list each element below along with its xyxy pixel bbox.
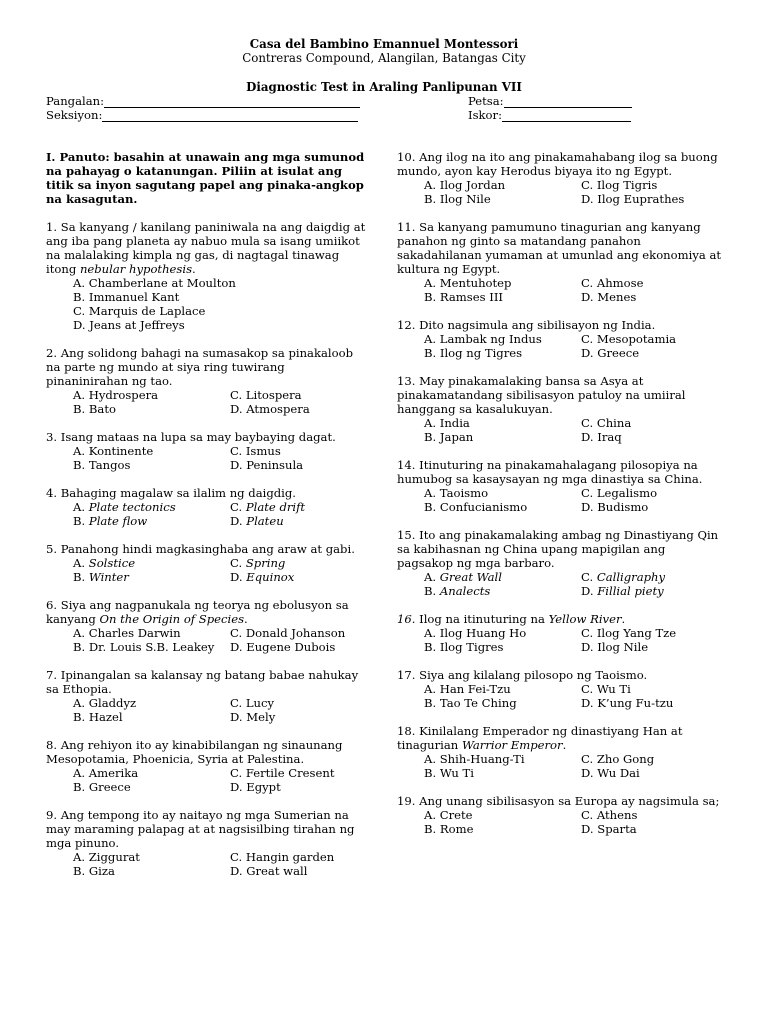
question-number: 12. — [397, 318, 416, 332]
answer-option[interactable]: D. Peninsula — [230, 458, 304, 472]
question-body: Ang rehiyon ito ay kinabibilangan ng sinaunang Mesopotamia, Phoenicia, Syria at Palestina. — [46, 738, 343, 766]
answer-option[interactable]: C. Mesopotamia — [581, 332, 677, 346]
question-emphasis: nebular hypothesis — [79, 262, 193, 276]
option-text: Calligraphy — [596, 570, 666, 584]
question-number: 5. — [46, 542, 58, 556]
answer-option[interactable]: C. Donald Johanson — [230, 626, 346, 640]
school-name: Casa del Bambino Emannuel Montessori — [249, 37, 519, 51]
answer-option[interactable] — [230, 500, 390, 514]
question-item — [397, 374, 722, 444]
answer-options — [397, 570, 722, 598]
option-text: Plate drift — [245, 500, 306, 514]
question-text — [46, 808, 368, 850]
question-item — [397, 668, 722, 710]
question-number: 9. — [46, 808, 58, 822]
question-text — [46, 598, 368, 626]
answer-options — [397, 486, 722, 514]
instructions: I. Panuto: basahin at unawain ang mga sumunod na pahayag o katanungan. Piliin at isulat ang titik sa inyon sagutang papel ang pinaka-angkop na kasagutan. — [46, 150, 365, 206]
answer-options — [46, 850, 368, 878]
question-number: 19. — [397, 794, 416, 808]
answer-option[interactable]: B. Giza — [73, 864, 115, 878]
question-body: Bahaging magalaw sa ilalim ng daigdig. — [60, 486, 296, 500]
question-body: Siya ang nagpanukala ng teorya ng ebolusyon sa kanyang — [46, 598, 349, 626]
answer-options — [397, 626, 722, 654]
score-blank[interactable] — [502, 109, 631, 122]
question-number: 18. — [397, 724, 416, 738]
option-text: Fillial piety — [597, 584, 664, 598]
question-text — [397, 458, 722, 486]
option-letter: C. — [230, 556, 246, 570]
answer-option[interactable]: B. Japan — [424, 430, 474, 444]
answer-options — [397, 808, 722, 836]
answer-options — [397, 178, 722, 206]
option-letter: D. — [230, 570, 247, 584]
answer-option[interactable]: D. Egypt — [230, 780, 281, 794]
answer-option[interactable] — [73, 514, 230, 528]
section-label: Seksiyon: — [46, 108, 103, 122]
answer-option[interactable]: A. Ilog Jordan — [424, 178, 506, 192]
question-emphasis: On the Origin of Species — [99, 612, 245, 626]
answer-option[interactable]: B. Ramses III — [424, 290, 503, 304]
question-text — [46, 486, 368, 500]
answer-option[interactable]: A. Han Fei-Tzu — [424, 682, 511, 696]
question-emphasis: Yellow River — [548, 612, 622, 626]
question-text — [46, 346, 368, 388]
answer-option[interactable]: C. Legalismo — [581, 486, 658, 500]
right-column — [397, 150, 722, 850]
question-body: May pinakamalaking bansa sa Asya at pinakamatandang sibilisasyon patuloy na umiiral hanggang sa kasalukuyan. — [397, 374, 686, 416]
question-body: Dito nagsimula ang sibilisayon ng India. — [419, 318, 656, 332]
option-text: Analects — [439, 584, 491, 598]
question-text — [397, 794, 722, 808]
option-text: Plate tectonics — [88, 500, 176, 514]
answer-option[interactable]: A. Gladdyz — [73, 696, 137, 710]
question-body: Sa kanyang pamumuno tinagurian ang kanyang panahon ng ginto sa matandang panahon sakadahilanan yumaman at umunlad ang ekonomiya at kultura ng Egypt. — [397, 220, 722, 276]
answer-option[interactable]: A. Charles Darwin — [73, 626, 181, 640]
answer-option[interactable]: B. Tangos — [73, 458, 131, 472]
option-text: Solstice — [88, 556, 136, 570]
answer-options — [46, 556, 368, 584]
question-item — [46, 220, 368, 332]
answer-option[interactable] — [73, 570, 230, 584]
question-number: 4. — [46, 486, 58, 500]
question-end: . — [192, 262, 196, 276]
name-label: Pangalan: — [46, 94, 104, 108]
answer-option[interactable]: A. Ziggurat — [73, 850, 140, 864]
answer-option[interactable] — [230, 570, 390, 584]
answer-option[interactable] — [424, 584, 581, 598]
answer-option[interactable]: D. Iraq — [581, 430, 622, 444]
option-text: Winter — [88, 570, 129, 584]
question-number: 8. — [46, 738, 58, 752]
answer-option[interactable]: A. Hydrospera — [73, 388, 159, 402]
answer-option[interactable] — [73, 556, 230, 570]
answer-option[interactable] — [581, 584, 741, 598]
answer-option[interactable]: C. Hangin garden — [230, 850, 335, 864]
question-item — [397, 318, 722, 360]
question-number: 15. — [397, 528, 416, 542]
school-address: Contreras Compound, Alangilan, Batangas City — [242, 51, 526, 65]
answer-option[interactable]: B. Rome — [424, 822, 474, 836]
answer-option[interactable] — [73, 500, 230, 514]
option-text: Plate flow — [88, 514, 148, 528]
answer-option[interactable]: C. Ahmose — [581, 276, 644, 290]
option-letter: B. — [424, 584, 440, 598]
option-letter: C. — [230, 500, 246, 514]
question-text — [397, 724, 722, 752]
option-text: Plateu — [246, 514, 284, 528]
answer-options — [46, 696, 368, 724]
date-field — [468, 94, 632, 108]
answer-option[interactable]: B. Ilog ng Tigres — [424, 346, 523, 360]
question-number: 10. — [397, 150, 416, 164]
answer-option[interactable]: A. Ilog Huang Ho — [424, 626, 527, 640]
question-text — [46, 220, 368, 276]
question-body: Ilog na itinuturing na — [419, 612, 545, 626]
question-item — [397, 220, 722, 304]
question-body: Kinilalang Emperador ng dinastiyang Han at tinagurian — [397, 724, 683, 752]
question-number: 11. — [397, 220, 416, 234]
question-item — [397, 724, 722, 780]
answer-option[interactable]: D. Sparta — [581, 822, 637, 836]
answer-option[interactable]: B. Greece — [73, 780, 131, 794]
answer-option[interactable]: C. Fertile Cresent — [230, 766, 335, 780]
question-number: 2. — [46, 346, 58, 360]
answer-option[interactable]: C. Athens — [581, 808, 638, 822]
answer-option[interactable]: C. Litospera — [230, 388, 302, 402]
answer-option[interactable] — [230, 556, 390, 570]
answer-option[interactable]: C. Lucy — [230, 696, 275, 710]
question-text — [397, 612, 722, 626]
answer-option[interactable] — [424, 570, 581, 584]
answer-option[interactable] — [230, 514, 390, 528]
answer-option[interactable]: D. Jeans at Jeffreys — [73, 318, 185, 332]
answer-option[interactable]: B. Ilog Nile — [424, 192, 491, 206]
question-text — [397, 150, 722, 178]
option-text: Great Wall — [439, 570, 502, 584]
question-text — [397, 220, 722, 276]
answer-option[interactable]: C. China — [581, 416, 632, 430]
answer-option[interactable]: D. Greece — [581, 346, 640, 360]
option-letter: A. — [73, 556, 89, 570]
answer-option[interactable]: D. Wu Dai — [581, 766, 640, 780]
date-label: Petsa: — [468, 94, 504, 108]
question-text — [397, 668, 722, 682]
question-item — [46, 598, 368, 654]
date-blank[interactable] — [504, 95, 632, 108]
option-letter: A. — [73, 500, 89, 514]
answer-option[interactable]: C. Marquis de Laplace — [73, 304, 206, 318]
answer-option[interactable]: D. Eugene Dubois — [230, 640, 336, 654]
question-text — [46, 668, 368, 696]
question-item — [46, 430, 368, 472]
answer-option[interactable] — [581, 570, 741, 584]
question-item — [46, 346, 368, 416]
question-end: . — [244, 612, 248, 626]
question-item — [397, 612, 722, 654]
question-item — [46, 542, 368, 584]
answer-option[interactable]: C. Zho Gong — [581, 752, 655, 766]
answer-options — [397, 276, 722, 304]
answer-option[interactable]: A. Taoismo — [424, 486, 489, 500]
question-end: . — [562, 738, 567, 752]
question-number: 17. — [397, 668, 416, 682]
question-number: 1. — [46, 220, 58, 234]
answer-option[interactable]: A. Lambak ng Indus — [424, 332, 542, 346]
answer-option[interactable]: D. Menes — [581, 290, 637, 304]
question-number: 3. — [46, 430, 58, 444]
question-number: 14. — [397, 458, 416, 472]
answer-option[interactable]: A. India — [424, 416, 470, 430]
question-text — [46, 430, 368, 444]
option-letter: B. — [73, 514, 89, 528]
question-body: Ipinangalan sa kalansay ng batang babae nahukay sa Ethopia. — [46, 668, 359, 696]
answer-options — [397, 332, 722, 360]
question-text — [46, 738, 368, 766]
option-text: Equinox — [246, 570, 295, 584]
answer-option[interactable]: B. Tao Te Ching — [424, 696, 517, 710]
answer-options — [397, 752, 722, 780]
answer-option[interactable]: D. K’ung Fu-tzu — [581, 696, 674, 710]
answer-option[interactable]: B. Ilog Tigres — [424, 640, 504, 654]
question-text — [397, 528, 722, 570]
option-letter: A. — [424, 570, 440, 584]
option-letter: D. — [230, 514, 247, 528]
question-body: Ang tempong ito ay naitayo ng mga Sumerian na may maraming palapag at at nagsisilbing tirahan ng mga pinuno. — [46, 808, 355, 850]
option-text: Spring — [245, 556, 286, 570]
question-body: Siya ang kilalang pilosopo ng Taoismo. — [419, 668, 648, 682]
section-field — [46, 108, 358, 122]
question-item — [46, 668, 368, 724]
answer-option[interactable]: D. Great wall — [230, 864, 308, 878]
question-item — [397, 794, 722, 836]
answer-options — [397, 682, 722, 710]
question-body: Isang mataas na lupa sa may baybaying dagat. — [60, 430, 336, 444]
answer-options — [46, 626, 368, 654]
answer-option[interactable]: C. Ilog Tigris — [581, 178, 658, 192]
option-letter: C. — [581, 570, 597, 584]
answer-option[interactable]: B. Dr. Louis S.B. Leakey — [73, 640, 215, 654]
score-label: Iskor: — [468, 108, 502, 122]
answer-option[interactable]: B. Immanuel Kant — [73, 290, 180, 304]
answer-option[interactable]: C. Ismus — [230, 444, 281, 458]
question-number: 7. — [46, 668, 58, 682]
answer-options — [46, 276, 368, 332]
answer-option[interactable]: D. Ilog Nile — [581, 640, 649, 654]
question-number: 6. — [46, 598, 58, 612]
answer-option[interactable]: B. Bato — [73, 402, 116, 416]
question-item — [46, 808, 368, 878]
answer-options — [46, 766, 368, 794]
name-blank[interactable] — [104, 95, 360, 108]
question-emphasis: Warrior Emperor — [461, 738, 563, 752]
answer-option[interactable]: C. Wu Ti — [581, 682, 631, 696]
question-item — [397, 528, 722, 598]
answer-option[interactable]: A. Amerika — [73, 766, 139, 780]
answer-option[interactable]: A. Kontinente — [73, 444, 154, 458]
question-number: 13. — [397, 374, 416, 388]
answer-option[interactable]: D. Budismo — [581, 500, 649, 514]
question-number: 16. — [397, 612, 416, 626]
answer-option[interactable]: D. Atmospera — [230, 402, 310, 416]
answer-option[interactable]: A. Crete — [424, 808, 473, 822]
name-field — [46, 94, 360, 108]
question-body: Ang unang sibilisasyon sa Europa ay nagsimula sa; — [419, 794, 720, 808]
question-body: Ito ang pinakamalaking ambag ng Dinastiyang Qin sa kabihasnan ng China upang mapigilan ang pagsakop ng mga barbaro. — [397, 528, 719, 570]
left-column — [46, 150, 368, 892]
answer-options — [46, 444, 368, 472]
option-letter: D. — [581, 584, 598, 598]
answer-option[interactable]: B. Hazel — [73, 710, 123, 724]
option-letter: B. — [73, 570, 89, 584]
question-text — [397, 318, 722, 332]
answer-option[interactable]: D. Mely — [230, 710, 276, 724]
answer-option[interactable]: A. Mentuhotep — [424, 276, 512, 290]
question-item — [46, 486, 368, 528]
question-body: Panahong hindi magkasinghaba ang araw at gabi. — [60, 542, 355, 556]
question-body: Itinuturing na pinakamahalagang pilosopiya na humubog sa kasaysayan ng mga dinastiya sa China. — [397, 458, 703, 486]
question-body: Ang solidong bahagi na sumasakop sa pinakaloob na parte ng mundo at siya ring tuwirang pinaninirahan ng tao. — [46, 346, 353, 388]
answer-option[interactable]: D. Ilog Euprathes — [581, 192, 685, 206]
test-title: Diagnostic Test in Araling Panlipunan VII — [246, 80, 522, 94]
answer-options — [46, 388, 368, 416]
answer-option[interactable]: B. Wu Ti — [424, 766, 474, 780]
question-item — [46, 738, 368, 794]
answer-option[interactable]: B. Confucianismo — [424, 500, 528, 514]
section-blank[interactable] — [102, 109, 358, 122]
question-item — [397, 458, 722, 514]
question-end: . — [621, 612, 626, 626]
question-body: Sa kanyang / kanilang paniniwala na ang daigdig at ang iba pang planeta ay nabuo mula sa isang umiikot na malalaking kimpla ng gas, di nagtagal tinawag itong — [46, 220, 366, 276]
question-text — [397, 374, 722, 416]
score-field — [468, 108, 631, 122]
answer-option[interactable]: C. Ilog Yang Tze — [581, 626, 677, 640]
answer-options — [397, 416, 722, 444]
answer-options — [46, 500, 368, 528]
question-item — [397, 150, 722, 206]
question-body: Ang ilog na ito ang pinakamahabang ilog sa buong mundo, ayon kay Herodus biyaya ito ng Egypt. — [397, 150, 718, 178]
answer-option[interactable]: A. Chamberlane at Moulton — [73, 276, 236, 290]
question-text — [46, 542, 368, 556]
answer-option[interactable]: A. Shih-Huang-Ti — [424, 752, 525, 766]
